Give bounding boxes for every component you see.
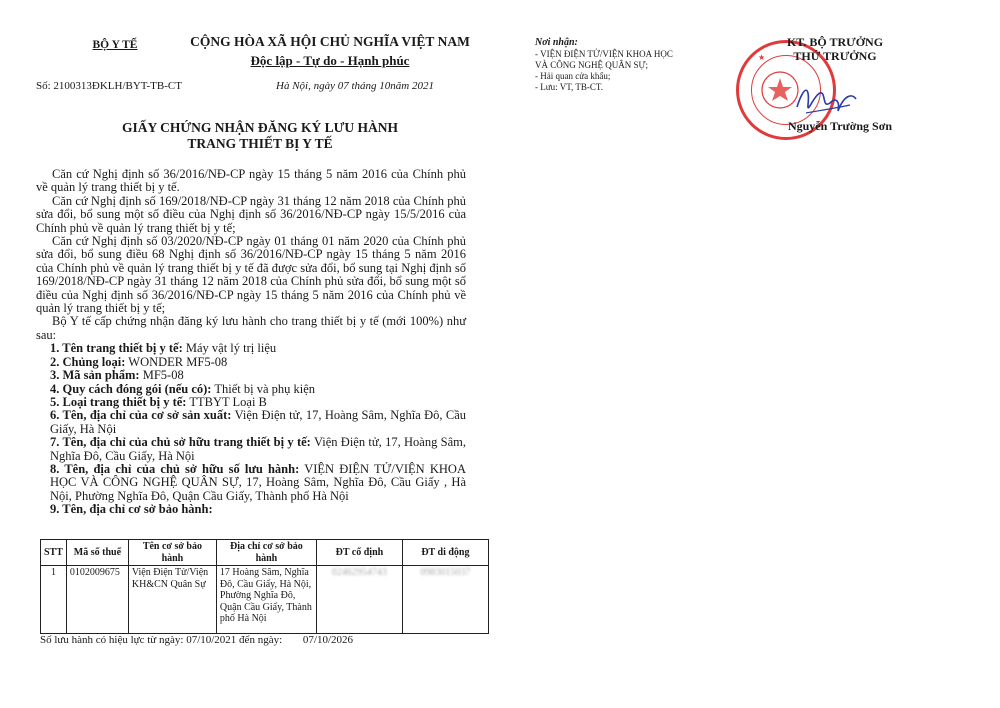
preamble-paragraph: Bộ Y tế cấp chứng nhận đăng ký lưu hành cho trang thiết bị y tế (mới 100%) như sau:: [36, 314, 466, 342]
cell-stt: 1: [41, 566, 67, 634]
column-header: STT: [41, 540, 67, 566]
item-label: 2. Chủng loại:: [50, 354, 126, 369]
document-body: [36, 168, 466, 517]
table-row: [41, 566, 489, 634]
cell-tax-code: 0102009675: [66, 566, 128, 634]
item-value: Máy vật lý trị liệu: [182, 341, 277, 356]
item-value: Thiết bị và phụ kiện: [211, 381, 316, 396]
column-header: ĐT cố định: [316, 540, 402, 566]
national-motto: Độc lập - Tự do - Hạnh phúc: [250, 53, 410, 68]
recipients-block: [535, 37, 715, 93]
item-manufacturer: [50, 409, 466, 436]
country-name: CỘNG HÒA XÃ HỘI CHỦ NGHĨA VIỆT NAM: [190, 34, 470, 49]
warranty-table: [40, 539, 489, 634]
preamble-paragraph: Căn cứ Nghị định số 169/2018/NĐ-CP ngày 31 tháng 12 năm 2018 của Chính phủ sửa đổi, bổ sung một số điều của Nghị định số 36/2016/NĐ-CP ngày 15/5/2016 của Chính phủ về quản lý trang thiết bị y tế;: [36, 193, 466, 235]
item-product-code: [50, 369, 466, 382]
item-value: MF5-08: [139, 368, 184, 383]
column-header: Mã số thuế: [66, 540, 128, 566]
item-value: TTBYT Loại B: [186, 394, 267, 409]
signature-subrole: THỨ TRƯỞNG: [793, 49, 877, 63]
recipient-line: - Hải quan cửa khẩu;: [535, 71, 611, 81]
place-date: Hà Nội, ngày 07 tháng 10năm 2021: [276, 80, 434, 92]
column-header: Địa chỉ cơ sở bảo hành: [216, 540, 316, 566]
item-value: VIỆN ĐIỆN TỬ/VIỆN KHOA HỌC VÀ CÔNG NGHỆ QUÂN SỰ, 17, Hoàng Sâm, Nghĩa Đô, Cầu Giấy , Hà Nội, Phường Nghĩa Đô, Quận Cầu Giấy, Thành phố Hà Nội: [50, 461, 466, 503]
recipients-title: Nơi nhận:: [535, 37, 578, 48]
signature-title: [760, 35, 910, 63]
item-label: 1. Tên trang thiết bị y tế:: [50, 341, 183, 356]
item-value: Viện Điện tử, 17, Hoàng Sâm, Nghĩa Đô, Cầu Giấy, Hà Nội: [50, 435, 466, 463]
item-device-name: [50, 342, 466, 355]
column-header: ĐT di động: [402, 540, 488, 566]
item-label: 5. Loại trang thiết bị y tế:: [50, 394, 187, 409]
signature-role: KT. BỘ TRƯỞNG: [786, 35, 884, 49]
svg-text:★: ★: [758, 53, 766, 62]
item-label: 3. Mã sản phẩm:: [50, 368, 140, 383]
ministry-name: BỘ Y TẾ: [92, 39, 138, 51]
item-value: Viện Điện tử, 17, Hoàng Sâm, Nghĩa Đô, Cầu Giấy, Hà Nội: [50, 408, 466, 436]
validity-text: Số lưu hành có hiệu lực từ ngày: 07/10/2021 đến ngày:: [40, 634, 283, 646]
column-header: Tên cơ sở bảo hành: [128, 540, 216, 566]
item-registration-holder: [50, 463, 466, 503]
item-label: 8. Tên, địa chỉ của chủ sở hữu số lưu hành:: [50, 461, 300, 476]
recipient-line: VÀ CÔNG NGHỆ QUÂN SỰ;: [535, 60, 648, 70]
document-number: Số: 2100313ĐKLH/BYT-TB-CT: [36, 80, 182, 92]
document-title: [80, 120, 440, 152]
item-warranty: [50, 503, 466, 516]
title-line-2: TRANG THIẾT BỊ Y TẾ: [187, 136, 333, 151]
title-line-1: GIẤY CHỨNG NHẬN ĐĂNG KÝ LƯU HÀNH: [122, 120, 398, 135]
signer-name: Nguyễn Trường Sơn: [787, 119, 893, 133]
item-label: 4. Quy cách đóng gói (nếu có):: [50, 381, 212, 396]
item-packaging: [50, 383, 466, 396]
cell-warranty-name: Viện Điện Tử/Viện KH&CN Quân Sự: [128, 566, 216, 634]
recipient-line: - Lưu: VT, TB-CT.: [535, 82, 603, 92]
cell-warranty-address: 17 Hoàng Sâm, Nghĩa Đô, Cầu Giấy, Hà Nội, Phường Nghĩa Đô, Quận Cầu Giấy, Thành phố Hà Nội: [216, 566, 316, 634]
cell-landline: 02462954743: [316, 566, 402, 634]
item-label: 6. Tên, địa chỉ của cơ sở sản xuất:: [50, 408, 232, 423]
item-value: WONDER MF5-08: [125, 354, 228, 369]
table-header-row: [41, 540, 489, 566]
item-category: [50, 356, 466, 369]
recipient-line: - VIỆN ĐIỆN TỬ/VIỆN KHOA HỌC: [535, 49, 673, 59]
validity-end-date: 07/10/2026: [302, 634, 354, 646]
cell-mobile: 0983015037: [402, 566, 488, 634]
preamble-paragraph: Căn cứ Nghị định số 03/2020/NĐ-CP ngày 01 tháng 01 năm 2020 của Chính phủ sửa đổi, bổ sung điều 68 Nghị định số 36/2016/NĐ-CP ngày 15 tháng 5 năm 2016 của Chính phủ về quản lý trang thiết bị y tế đã được sửa đổi, bổ sung tại Nghị định số 169/2018/NĐ-CP ngày 31 tháng 12 năm 2018 của Chính phủ sửa đổi, bổ sung một số điều của Nghị định số 36/2016/NĐ-CP ngày 15 tháng 5 năm 2016 của Chính phủ về quản lý trang thiết bị y tế;: [36, 234, 466, 316]
handwritten-signature-icon: [792, 75, 862, 125]
validity-line: [40, 634, 370, 647]
item-device-class: [50, 396, 466, 409]
item-label: 7. Tên, địa chỉ của chủ sở hữu trang thiết bị y tế:: [50, 435, 311, 450]
item-label: 9. Tên, địa chỉ cơ sở bảo hành:: [50, 502, 213, 517]
item-owner: [50, 436, 466, 463]
preamble-paragraph: Căn cứ Nghị định số 36/2016/NĐ-CP ngày 15 tháng 5 năm 2016 của Chính phủ về quản lý trang thiết bị y tế.: [36, 167, 466, 195]
